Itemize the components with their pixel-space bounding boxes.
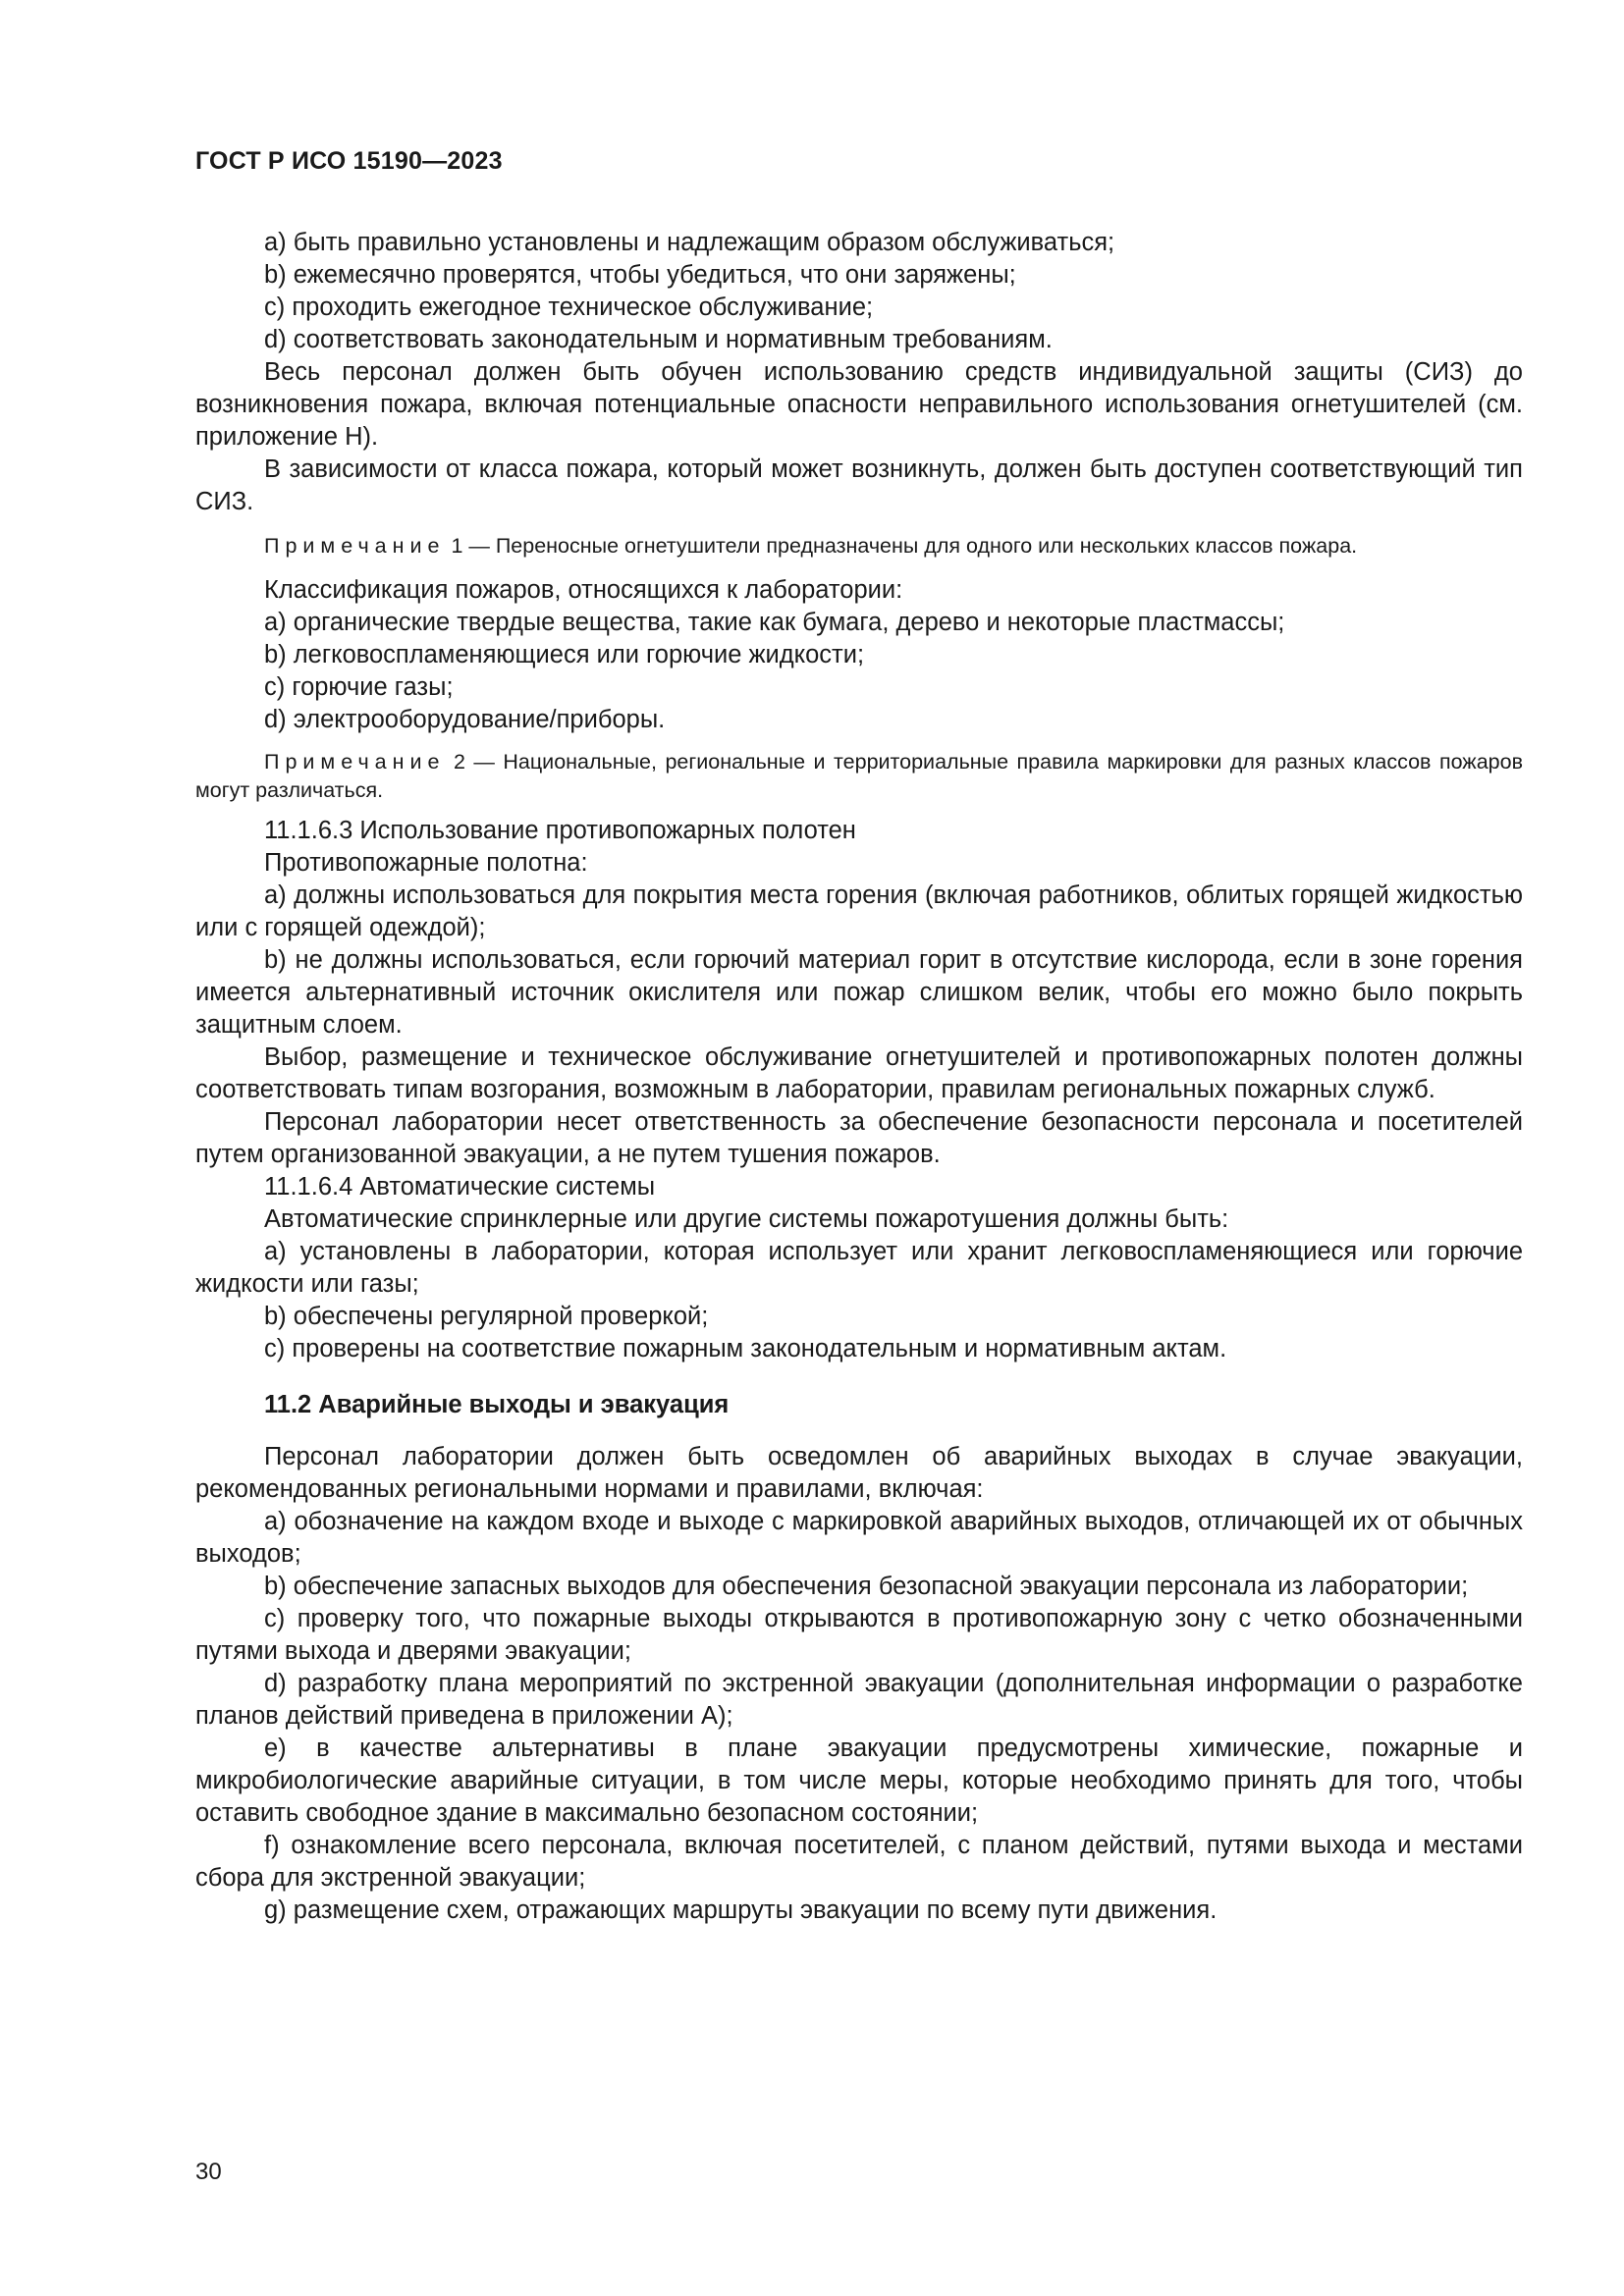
paragraph: g) размещение схем, отражающих маршруты эвакуации по всему пути движения. xyxy=(264,1896,1218,1924)
note-text: 2 — Национальные, региональные и территориальные правила маркировки для разных классов пожаров могут различаться. xyxy=(195,750,1523,802)
paragraph: a) должны использоваться для покрытия места горения (включая работников, облитых горящей жидкостью или с горящей одеждой); xyxy=(195,881,1523,941)
note-label: Примечание xyxy=(264,534,446,558)
paragraph: Противопожарные полотна: xyxy=(264,849,588,877)
paragraph: В зависимости от класса пожара, который может возникнуть, должен быть доступен соответствующий тип СИЗ. xyxy=(195,455,1523,515)
paragraph: Выбор, размещение и техническое обслуживание огнетушителей и противопожарных полотен должны соответствовать типам возгорания, возможным в лаборатории, правилам региональных пожарных служб. xyxy=(195,1043,1523,1103)
note-label: Примечание xyxy=(264,750,446,774)
paragraph: a) установлены в лаборатории, которая использует или хранит легковоспламеняющиеся или горючие жидкости или газы; xyxy=(195,1238,1523,1298)
paragraph: Автоматические спринклерные или другие системы пожаротушения должны быть: xyxy=(264,1205,1229,1233)
paragraph: b) легковоспламеняющиеся или горючие жидкости; xyxy=(264,641,865,668)
paragraph: a) быть правильно установлены и надлежащим образом обслуживаться; xyxy=(264,229,1115,256)
section-heading: 11.2 Аварийные выходы и эвакуация xyxy=(264,1391,730,1418)
note-text: 1 — Переносные огнетушители предназначены для одного или нескольких классов пожара. xyxy=(451,534,1358,558)
paragraph: b) ежемесячно проверятся, чтобы убедиться, что они заряжены; xyxy=(264,261,1016,289)
note-2 xyxy=(195,748,1523,805)
paragraph: Классификация пожаров, относящихся к лаборатории: xyxy=(264,576,903,604)
paragraph: c) проходить ежегодное техническое обслуживание; xyxy=(264,294,874,321)
paragraph: c) горючие газы; xyxy=(264,673,454,701)
paragraph: d) электрооборудование/приборы. xyxy=(264,706,666,733)
subsection-heading: 11.1.6.3 Использование противопожарных полотен xyxy=(264,817,856,844)
paragraph: b) обеспечение запасных выходов для обеспечения безопасной эвакуации персонала из лаборатории; xyxy=(264,1573,1469,1600)
paragraph: d) соответствовать законодательным и нормативным требованиям. xyxy=(264,326,1053,353)
paragraph: e) в качестве альтернативы в плане эвакуации предусмотрены химические, пожарные и микробиологические аварийные ситуации, в том числе меры, которые необходимо принять для того, чтобы оставить свободное здание в максимально безопасном состоянии; xyxy=(195,1735,1523,1827)
paragraph: b) не должны использоваться, если горючий материал горит в отсутствие кислорода, если в зоне горения имеется альтернативный источник окислителя или пожар слишком велик, чтобы его можно было покрыть защитным слоем. xyxy=(195,946,1523,1039)
paragraph: f) ознакомление всего персонала, включая посетителей, с планом действий, путями выхода и местами сбора для экстренной эвакуации; xyxy=(195,1832,1523,1892)
paragraph: a) органические твердые вещества, такие как бумага, дерево и некоторые пластмассы; xyxy=(264,609,1285,636)
paragraph: c) проверку того, что пожарные выходы открываются в противопожарную зону с четко обозначенными путями выхода и дверями эвакуации; xyxy=(195,1605,1523,1665)
document-header: ГОСТ Р ИСО 15190—2023 xyxy=(195,147,503,175)
paragraph: Весь персонал должен быть обучен использованию средств индивидуальной защиты (СИЗ) до возникновения пожара, включая потенциальные опасности неправильного использования огнетушителей (см. приложение H). xyxy=(195,358,1523,451)
paragraph: b) обеспечены регулярной проверкой; xyxy=(264,1303,709,1330)
document-body xyxy=(195,227,1523,1927)
paragraph: a) обозначение на каждом входе и выходе с маркировкой аварийных выходов, отличающей их от обычных выходов; xyxy=(195,1508,1523,1568)
page-number: 30 xyxy=(195,2159,222,2185)
subsection-heading: 11.1.6.4 Автоматические системы xyxy=(264,1173,656,1201)
paragraph: Персонал лаборатории несет ответственность за обеспечение безопасности персонала и посетителей путем организованной эвакуации, а не путем тушения пожаров. xyxy=(195,1108,1523,1168)
paragraph: Персонал лаборатории должен быть осведомлен об аварийных выходах в случае эвакуации, рекомендованных региональными нормами и правилами, включая: xyxy=(195,1443,1523,1503)
paragraph: d) разработку плана мероприятий по экстренной эвакуации (дополнительная информации о разработке планов действий приведена в приложении A); xyxy=(195,1670,1523,1730)
paragraph: c) проверены на соответствие пожарным законодательным и нормативным актам. xyxy=(264,1335,1227,1362)
note-1 xyxy=(195,532,1523,561)
